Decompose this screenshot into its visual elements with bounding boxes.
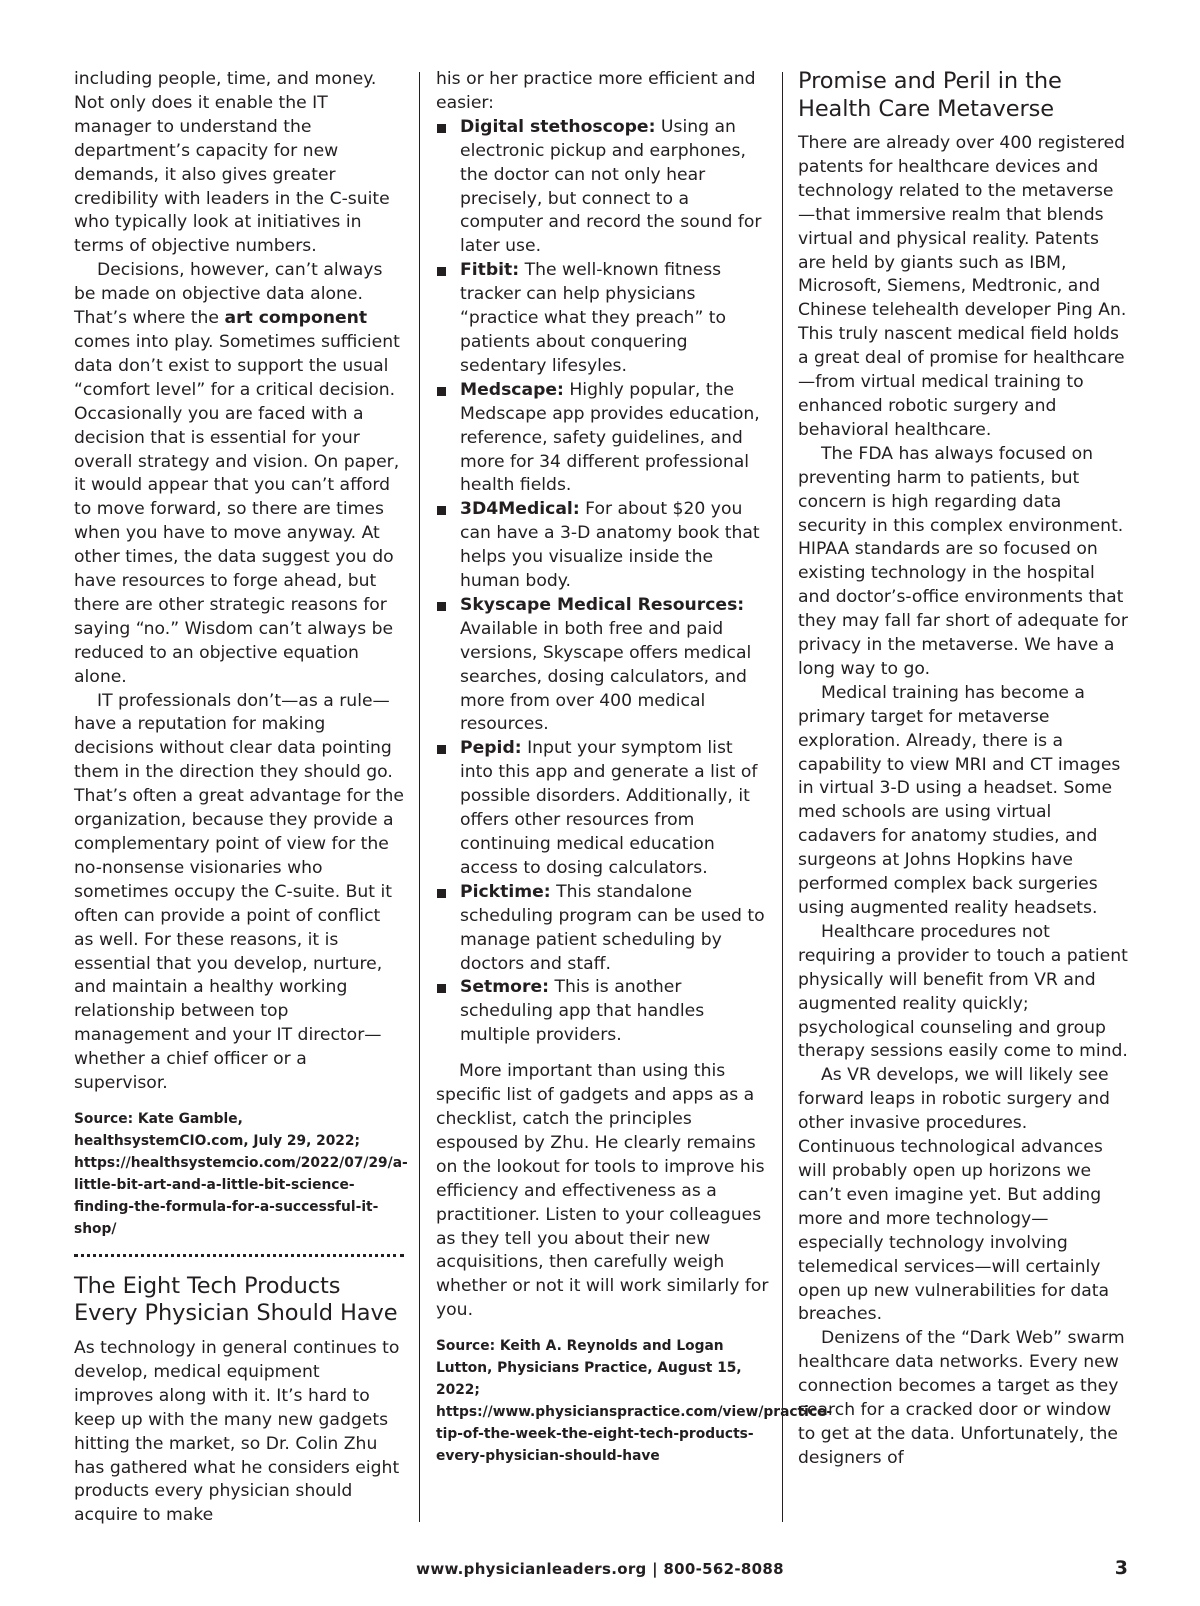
item-name: Setmore:: [460, 977, 549, 998]
list-item: [436, 976, 771, 1048]
item-text: Highly popular, the Medscape app provides education, reference, safety guidelines, and more for 34 different professional health fields.: [460, 379, 760, 496]
source-citation: Source: Kate Gamble, healthsystemCIO.com, July 29, 2022; https://healthsystemcio.com/2022/07/29/a-little-bit-art-and-a-little-bit-science-finding-the-formula-for-a-successful-it-shop/: [74, 1110, 408, 1237]
item-name: Digital stethoscope:: [460, 116, 656, 137]
item-text: For about $20 you can have a 3-D anatomy book that helps you visualize inside the human body.: [460, 499, 760, 592]
column-left: [74, 68, 408, 1528]
page-footer: www.physicianleaders.org | 800-562-8088: [416, 1560, 784, 1578]
paragraph: As technology in general continues to develop, medical equipment improves along with it. It’s hard to keep up with the many new gadgets hitting the market, so Dr. Colin Zhu has gathered what he considers eight products every physician should acquire to make: [74, 1337, 400, 1526]
item-name: 3D4Medical:: [460, 499, 580, 520]
item-name: Medscape:: [460, 379, 564, 400]
paragraph: Healthcare procedures not requiring a provider to touch a patient physically will benefit from VR and augmented reality quickly; psychological counseling and group therapy sessions easily come to mind.: [798, 921, 1128, 1062]
paragraph: his or her practice more efficient and easier:: [436, 69, 756, 113]
paragraph: As VR develops, we will likely see forward leaps in robotic surgery and other invasive procedures. Continuous technological advances will probably open up horizons we can’t even imagine yet. But adding more and more technology—especially technology involving telemedical services—will certainly open up new vulnerabilities for data breaches.: [798, 1065, 1110, 1325]
list-item: [436, 259, 771, 379]
square-bullet-icon: [437, 387, 446, 396]
item-text: Using an electronic pickup and earphones, the doctor can not only hear precisely, but connect to a computer and record the sound for later use.: [460, 116, 762, 257]
paragraph: Denizens of the “Dark Web” swarm healthcare data networks. Every new connection becomes a target as they search for a cracked door or window to get at the data. Unfortunately, the designers of: [798, 1328, 1125, 1468]
item-text: This standalone scheduling program can be used to manage patient scheduling by doctors and staff.: [460, 881, 765, 974]
column-divider-left: [419, 72, 420, 1522]
column-divider-right: [782, 72, 783, 1522]
source-citation: Source: Keith A. Reynolds and Logan Lutton, Physicians Practice, August 15, 2022; https://www.physicianspractice.com/view/practice-tip-of-the-week-the-eight-tech-products-every-physician-should-have: [436, 1338, 833, 1465]
square-bullet-icon: [437, 984, 446, 993]
list-item: [436, 594, 771, 737]
column-right: [798, 68, 1128, 1471]
square-bullet-icon: [437, 506, 446, 515]
list-item: [436, 116, 771, 259]
page-number: 3: [1114, 1557, 1128, 1579]
item-text: This is another scheduling app that handles multiple providers.: [460, 977, 705, 1046]
list-item: [436, 379, 771, 499]
paragraph: The FDA has always focused on preventing harm to patients, but concern is high regarding data security in this complex environment. HIPAA standards are so focused on existing technology in the hospital and doctor’s-office environments that they may fall far short of adequate for privacy in the metaverse. We have a long way to go.: [798, 443, 1128, 679]
item-text: Input your symptom list into this app and generate a list of possible disorders. Additionally, it offers other resources from continuing medical education access to dosing calculators.: [460, 738, 758, 878]
paragraph: [74, 259, 404, 689]
paragraph: There are already over 400 registered patents for healthcare devices and technology related to the metaverse—that immersive realm that blends virtual and physical reality. Patents are held by giants such as IBM, Microsoft, Siemens, Medtronic, and Chinese telehealth developer Ping An. This truly nascent medical field holds a great deal of promise for healthcare—from virtual medical training to enhanced robotic surgery and behavioral healthcare.: [798, 133, 1127, 440]
paragraph: Medical training has become a primary target for metaverse exploration. Already, there is a capability to view MRI and CT images in virtual 3-D using a headset. Some med schools are using virtual cadavers for anatomy studies, and surgeons at Johns Hopkins have performed complex back surgeries using augmented reality headsets.: [798, 682, 1121, 918]
paragraph: IT professionals don’t—as a rule—have a reputation for making decisions without clear data pointing them in the direction they should go. That’s often a great advantage for the organization, because they provide a complementary point of view for the no-nonsense visionaries who sometimes occupy the C-suite. But it often can provide a point of conflict as well. For these reasons, it is essential that you develop, nurture, and maintain a healthy working relationship between top management and your IT director—whether a chief officer or a supervisor.: [74, 690, 404, 1094]
item-name: Pepid:: [460, 738, 522, 759]
list-item: [436, 737, 771, 880]
item-text: Available in both free and paid versions, Skyscape offers medical searches, dosing calculators, and more from over 400 medical resources.: [460, 618, 752, 735]
column-middle: [436, 68, 833, 1467]
text-span: comes into play. Sometimes sufficient data don’t exist to support the usual “comfort level” for a critical decision. Occasionally you are faced with a decision that is essential for your overall strategy and vision. On paper, it would appear that you can’t afford to move forward, so there are times when you have to move anyway. At other times, the data suggest you do have resources to forge ahead, but there are other strategic reasons for saying “no.” Wisdom can’t always be reduced to an objective equation alone.: [74, 331, 400, 687]
section-heading: Promise and Peril in the Health Care Metaverse: [798, 68, 1062, 122]
text-span: Decisions, however, can’t always be made on objective data alone. That’s where the: [74, 260, 383, 329]
square-bullet-icon: [437, 602, 446, 611]
item-text: The well-known fitness tracker can help physicians “practice what they preach” to patients about conquering sedentary lifesyles.: [460, 260, 727, 376]
square-bullet-icon: [437, 889, 446, 898]
dotted-separator: [74, 1254, 404, 1257]
paragraph: including people, time, and money. Not only does it enable the IT manager to understand the department’s capacity for new demands, it also gives greater credibility with leaders in the C-suite who typically look at initiatives in terms of objective numbers.: [74, 69, 390, 257]
paragraph: More important than using this specific list of gadgets and apps as a checklist, catch the principles espoused by Zhu. He clearly remains on the lookout for tools to improve his efficiency and effectiveness as a practitioner. Listen to your colleagues as they tell you about their new acquisitions, then carefully weigh whether or not it will work similarly for you.: [436, 1061, 769, 1321]
bold-term: art component: [224, 308, 368, 329]
item-name: Picktime:: [460, 881, 551, 902]
square-bullet-icon: [437, 124, 446, 133]
section-heading: The Eight Tech Products Every Physician Should Have: [74, 1272, 398, 1327]
square-bullet-icon: [437, 745, 446, 754]
list-item: [436, 881, 771, 977]
list-item: [436, 498, 771, 594]
square-bullet-icon: [437, 267, 446, 276]
item-name: Skyscape Medical Resources:: [460, 594, 745, 615]
item-name: Fitbit:: [460, 260, 520, 281]
product-list: [436, 116, 771, 1048]
